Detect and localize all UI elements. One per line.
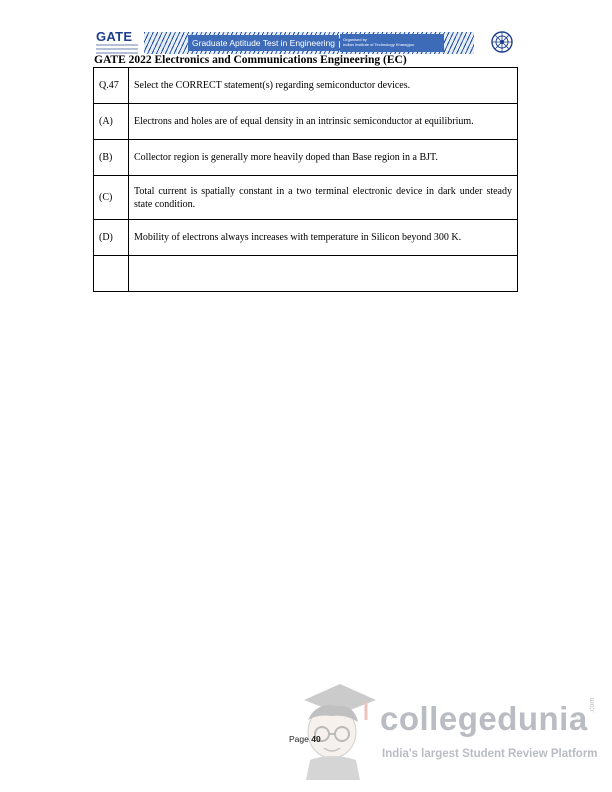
header-banner xyxy=(144,32,474,54)
option-text: Mobility of electrons always increases with temperature in Silicon beyond 300 K. xyxy=(129,220,518,256)
page-number xyxy=(289,734,321,744)
question-table xyxy=(93,67,518,292)
option-text: Total current is spatially constant in a two terminal electronic device in dark under steady state condition. xyxy=(129,176,518,220)
question-text: Select the CORRECT statement(s) regarding semiconductor devices. xyxy=(129,68,518,104)
option-text: Electrons and holes are of equal density in an intrinsic semiconductor at equilibrium. xyxy=(129,104,518,140)
empty-answer-row xyxy=(94,256,518,292)
question-row xyxy=(94,68,518,104)
iit-emblem-icon xyxy=(490,30,514,54)
option-row-a xyxy=(94,104,518,140)
banner-title: Graduate Aptitude Test in Engineering xyxy=(188,35,339,51)
subject-title: GATE 2022 Electronics and Communications Engineering (EC) xyxy=(94,54,407,66)
option-label: (A) xyxy=(94,104,129,140)
empty-cell xyxy=(94,256,129,292)
option-row-d xyxy=(94,220,518,256)
option-label: (D) xyxy=(94,220,129,256)
banner-organiser-box xyxy=(340,34,444,52)
page-prefix: Page xyxy=(289,734,309,744)
banner-organiser: Indian Institute of Technology Kharagpur xyxy=(343,42,415,47)
option-label: (B) xyxy=(94,140,129,176)
question-number: Q.47 xyxy=(94,68,129,104)
banner-organised-by: Organised by xyxy=(343,37,367,42)
option-text: Collector region is generally more heavily doped than Base region in a BJT. xyxy=(129,140,518,176)
gate-logo-text: GATE xyxy=(96,29,133,44)
empty-cell xyxy=(129,256,518,292)
option-label: (C) xyxy=(94,176,129,220)
option-row-b xyxy=(94,140,518,176)
watermark-brand: collegedunia xyxy=(380,700,588,737)
option-row-c xyxy=(94,176,518,220)
page-number-value: 40 xyxy=(311,734,321,744)
watermark-domain-suffix: .com xyxy=(589,697,596,713)
gate-logo xyxy=(94,28,142,56)
mascot-watermark-icon xyxy=(296,680,378,780)
watermark-tagline: India's largest Student Review Platform xyxy=(382,748,598,760)
